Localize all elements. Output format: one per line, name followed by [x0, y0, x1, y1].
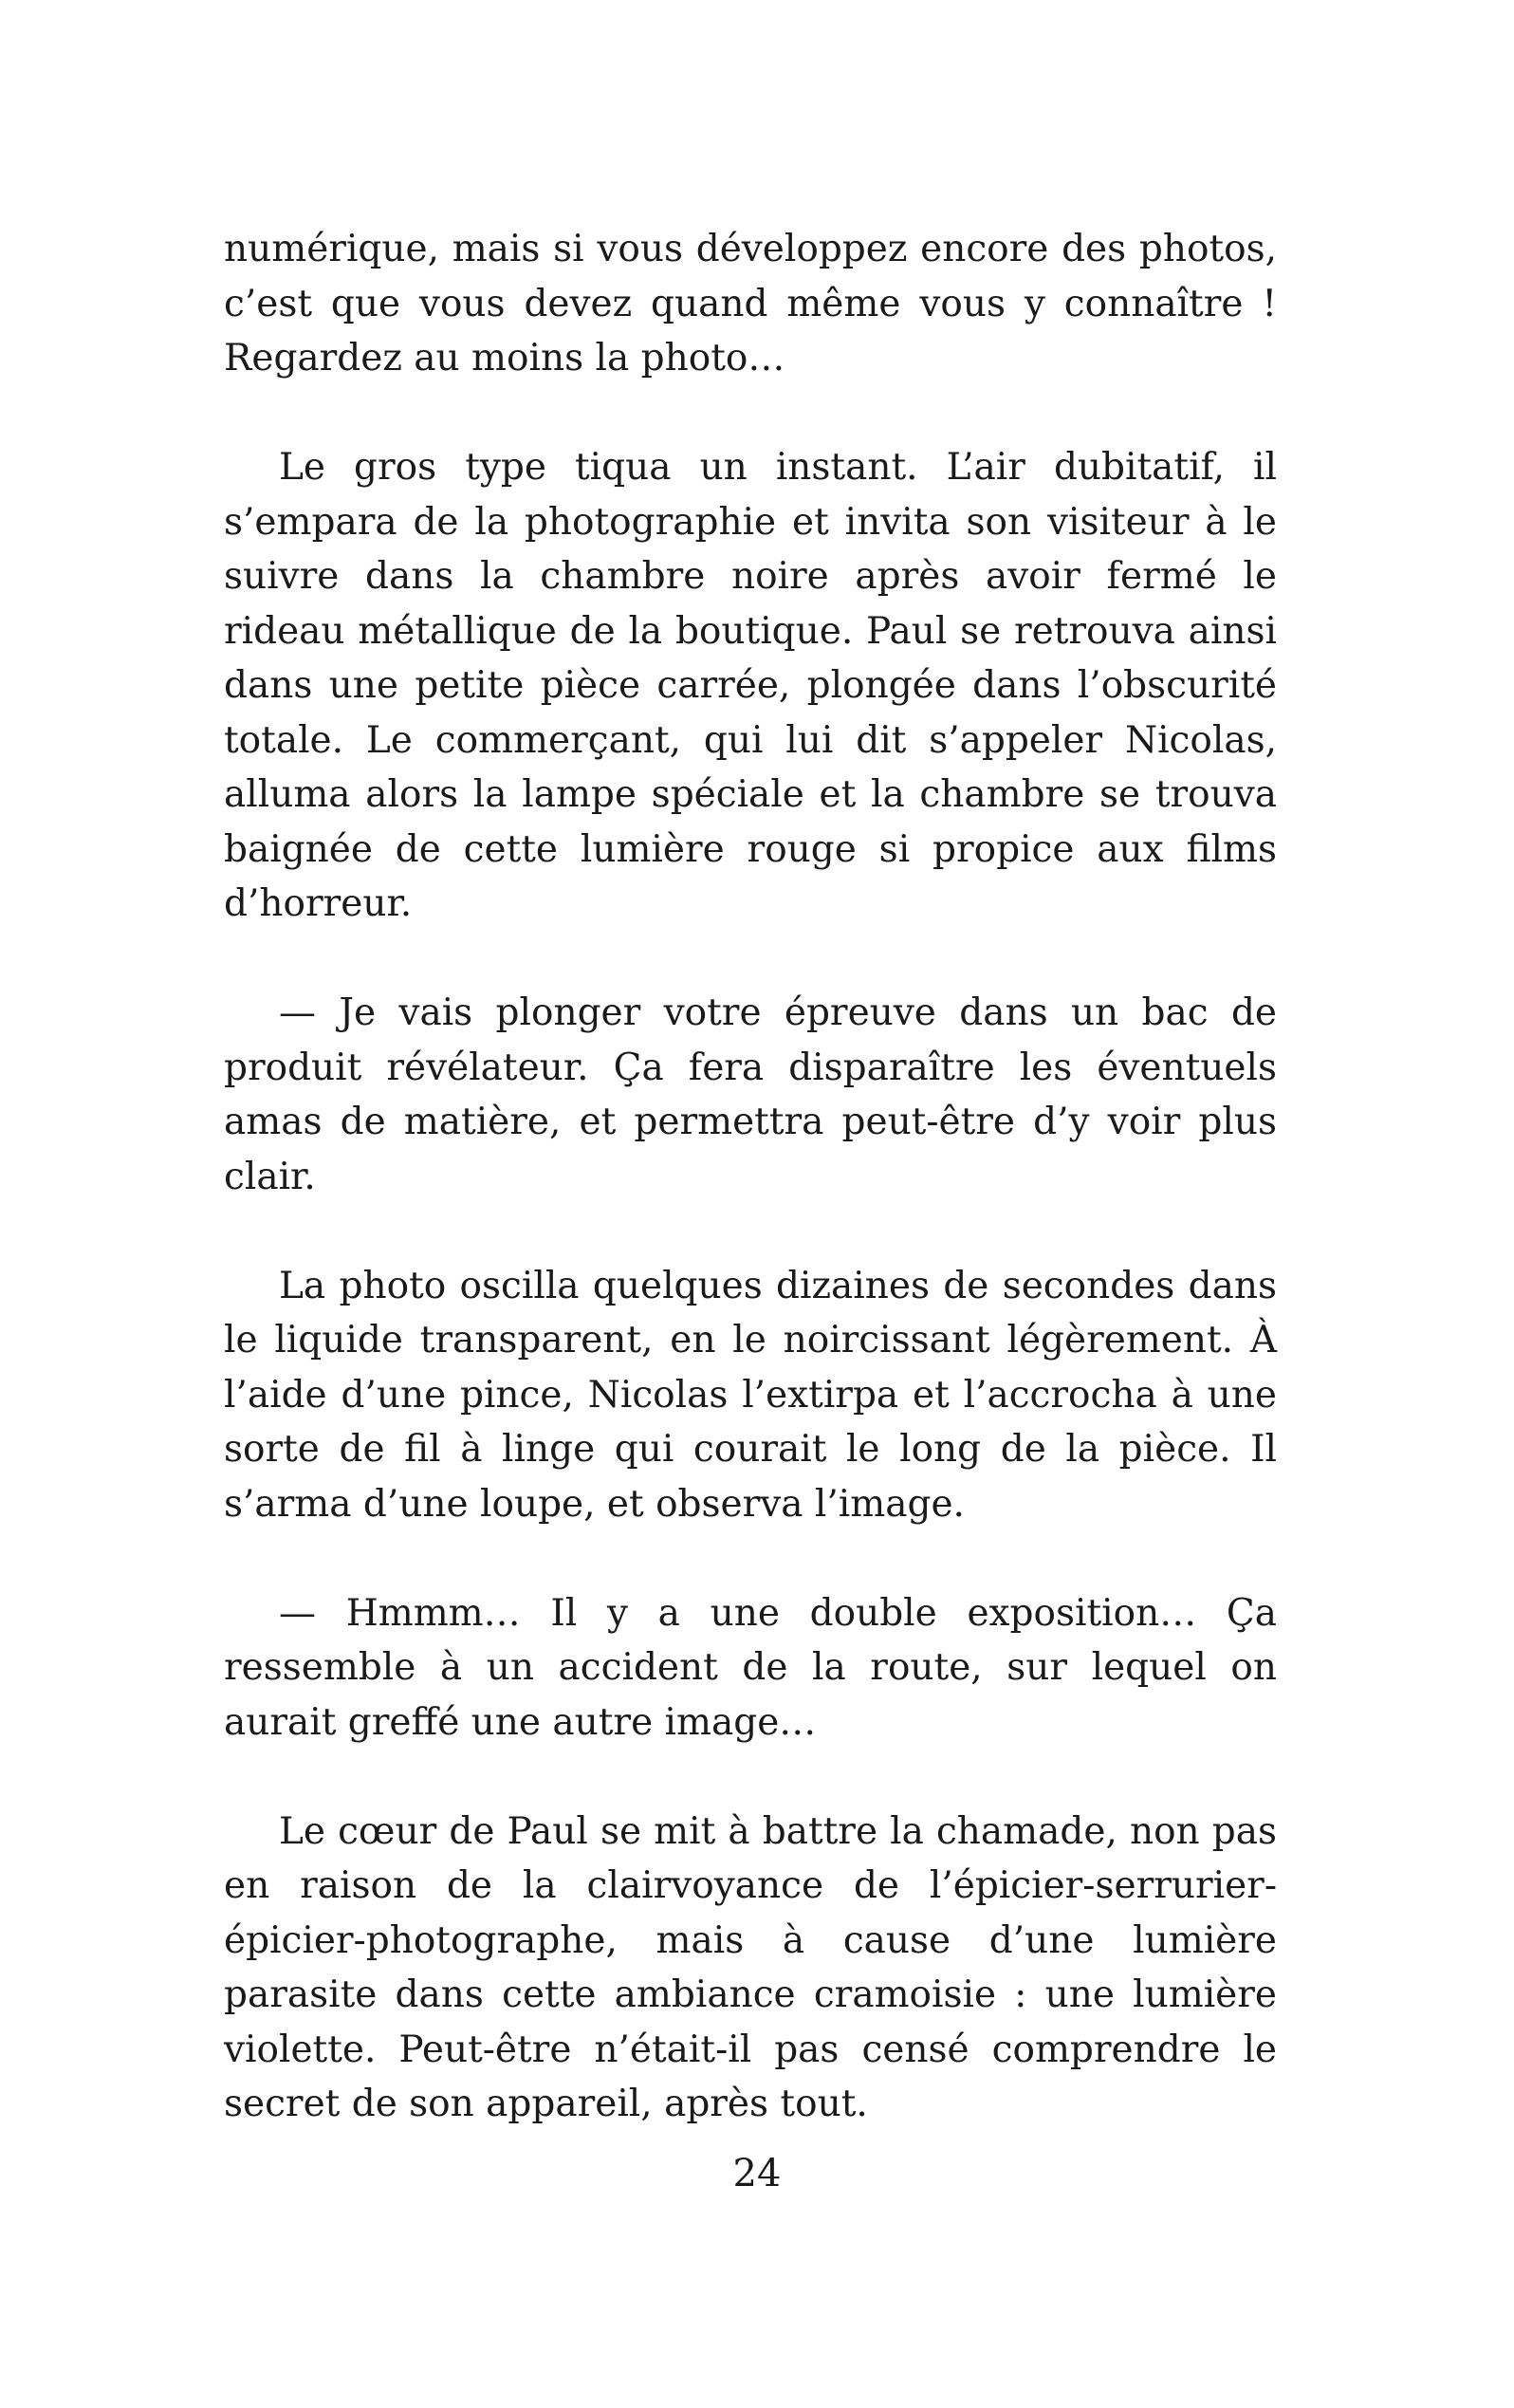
- paragraph-6: Le cœur de Paul se mit à battre la chamade, non pas en raison de la clairvoyance de l’épicier-serrurier-épicier-photographe, mais à cause d’une lumière parasite dans cette ambiance cramoisie : une lumière violette. Peut-être n’était-il pas censé comprendre le secret de son appareil, après tout.: [224, 1809, 1277, 2125]
- paragraph-4: La photo oscilla quelques dizaines de secondes dans le liquide transparent, en le noircissant légèrement. À l’aide d’une pince, Nicolas l’extirpa et l’accrocha à une sorte de fil à linge qui courait le long de la pièce. Il s’arma d’une loupe, et observa l’image.: [224, 1264, 1277, 1526]
- paragraph-3-dialogue: — Je vais plonger votre épreuve dans un bac de produit révélateur. Ça fera disparaître les éventuels amas de matière, et permettra peut-être d’y voir plus clair.: [224, 991, 1277, 1198]
- paragraph-1: numérique, mais si vous développez encore des photos, c’est que vous devez quand même vous y connaître ! Regardez au moins la photo…: [224, 228, 1277, 380]
- body-text: [224, 222, 1277, 2132]
- paragraph-2: Le gros type tiqua un instant. L’air dubitatif, il s’empara de la photographie et invita son visiteur à le suivre dans la chambre noire après avoir fermé le rideau métallique de la boutique. Paul se retrouva ainsi dans une petite pièce carrée, plongée dans l’obscurité totale. Le commerçant, qui lui dit s’appeler Nicolas, alluma alors la lampe spéciale et la chambre se trouva baignée de cette lumière rouge si propice aux films d’horreur.: [224, 446, 1277, 925]
- paragraph-5-dialogue: — Hmmm… Il y a une double exposition… Ça ressemble à un accident de la route, sur lequel on aurait greffé une autre image…: [224, 1591, 1277, 1744]
- page-number: 24: [732, 2152, 782, 2195]
